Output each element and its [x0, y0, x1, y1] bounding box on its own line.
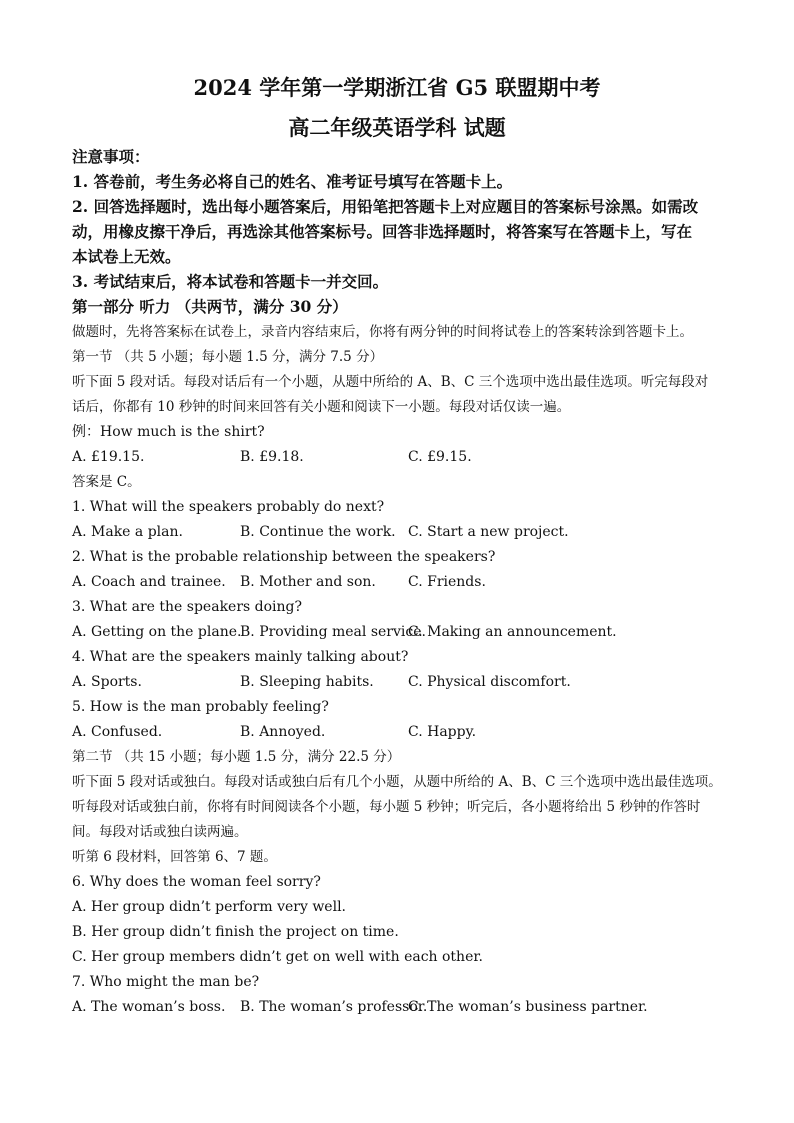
section1-heading: 第一节 （共 5 小题；每小题 1.5 分，满分 7.5 分）	[72, 349, 384, 365]
notice-item-3: 3. 考试结束后，将本试卷和答题卡一并交回。	[72, 272, 389, 291]
question-4-option-b: B. Sleeping habits.	[240, 674, 374, 690]
question-5-option-a: A. Confused.	[72, 724, 163, 740]
notice-heading: 注意事项：	[72, 147, 150, 166]
question-1-option-a: A. Make a plan.	[72, 524, 183, 540]
question-2: 2. What is the probable relationship between the speakers?	[72, 549, 496, 565]
question-2-option-c: C. Friends.	[408, 574, 486, 590]
notice-item-1: 1. 答卷前，考生务必将自己的姓名、准考证号填写在答题卡上。	[72, 172, 513, 191]
question-3-option-a: A. Getting on the plane.	[72, 624, 242, 640]
question-2-option-b: B. Mother and son.	[240, 574, 376, 590]
example-question: 例：How much is the shirt?	[72, 424, 265, 440]
notice-item-2-line-1: 2. 回答选择题时，选出每小题答案后，用铅笔把答题卡上对应题目的答案标号涂黑。如需改	[72, 197, 699, 216]
question-1-option-c: C. Start a new project.	[408, 524, 569, 540]
example-option-a: A. £19.15.	[72, 449, 145, 465]
question-1-option-b: B. Continue the work.	[240, 524, 396, 540]
question-7-option-b: B. The woman’s professor.	[240, 999, 428, 1015]
question-5-option-c: C. Happy.	[408, 724, 477, 740]
exam-title: 2024 学年第一学期浙江省 G5 联盟期中考	[193, 75, 601, 100]
question-2-option-a: A. Coach and trainee.	[72, 574, 226, 590]
question-3-option-b: B. Providing meal service.	[240, 624, 426, 640]
question-4-option-a: A. Sports.	[72, 674, 142, 690]
notice-item-2-line-2: 动，用橡皮擦干净后，再选涂其他答案标号。回答非选择题时，将答案写在答题卡上，写在	[72, 222, 693, 241]
example-option-c: C. £9.15.	[408, 449, 472, 465]
question-4-option-c: C. Physical discomfort.	[408, 674, 571, 690]
part1-intro: 做题时，先将答案标在试卷上，录音内容结束后，你将有两分钟的时间将试卷上的答案转涂到答题卡上。	[72, 324, 693, 340]
question-3: 3. What are the speakers doing?	[72, 599, 303, 615]
question-7-option-a: A. The woman’s boss.	[72, 999, 226, 1015]
example-option-b: B. £9.18.	[240, 449, 304, 465]
notice-item-2-line-3: 本试卷上无效。	[72, 247, 181, 266]
section2-instruction-line-1: 听下面 5 段对话或独白。每段对话或独白后有几个小题，从题中所给的 A、B、C 三个选项中选出最佳选项。	[72, 774, 722, 790]
section2-instruction-line-2: 听每段对话或独白前，你将有时间阅读各个小题，每小题 5 秒钟；听完后，各小题将给出 5 秒钟的作答时	[72, 799, 701, 815]
question-6-option-b: B. Her group didn’t finish the project on time.	[72, 924, 399, 940]
question-5-option-b: B. Annoyed.	[240, 724, 326, 740]
question-7-option-c: C. The woman’s business partner.	[408, 999, 648, 1015]
section2-instruction-line-3: 间。每段对话或独白读两遍。	[72, 824, 248, 840]
question-6-option-c: C. Her group members didn’t get on well with each other.	[72, 949, 483, 965]
exam-subtitle: 高二年级英语学科 试题	[288, 115, 506, 140]
question-3-option-c: C. Making an announcement.	[408, 624, 617, 640]
section1-instruction-line-2: 话后，你都有 10 秒钟的时间来回答有关小题和阅读下一小题。每段对话仅读一遍。	[72, 399, 571, 415]
question-7: 7. Who might the man be?	[72, 974, 260, 990]
question-6-option-a: A. Her group didn’t perform very well.	[72, 899, 346, 915]
example-answer: 答案是 C。	[72, 474, 141, 490]
part1-heading: 第一部分 听力 （共两节，满分 30 分）	[72, 297, 348, 316]
question-4: 4. What are the speakers mainly talking about?	[72, 649, 409, 665]
section2-heading: 第二节 （共 15 小题；每小题 1.5 分，满分 22.5 分）	[72, 749, 401, 765]
section1-instruction-line-1: 听下面 5 段对话。每段对话后有一个小题，从题中所给的 A、B、C 三个选项中选出最佳选项。听完每段对	[72, 374, 709, 390]
question-6: 6. Why does the woman feel sorry?	[72, 874, 321, 890]
question-1: 1. What will the speakers probably do next?	[72, 499, 385, 515]
question-5: 5. How is the man probably feeling?	[72, 699, 329, 715]
material-6-heading: 听第 6 段材料，回答第 6、7 题。	[72, 849, 277, 865]
